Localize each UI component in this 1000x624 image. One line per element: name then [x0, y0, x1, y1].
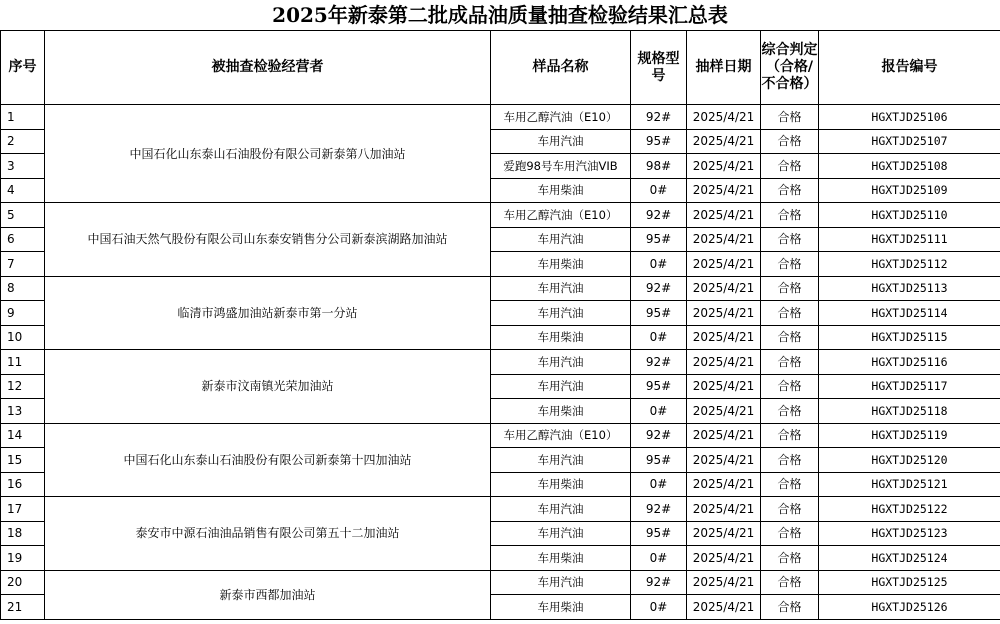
row-spec: 0# — [631, 178, 687, 203]
table-row — [1, 105, 1000, 130]
row-sampling-date: 2025/4/21 — [687, 227, 761, 252]
row-seq: 8 — [1, 276, 45, 301]
row-seq: 14 — [1, 423, 45, 448]
row-report-number: HGXTJD25118 — [819, 399, 1000, 424]
row-sample-name: 车用汽油 — [491, 570, 631, 595]
row-spec: 95# — [631, 129, 687, 154]
row-judgment: 合格 — [761, 325, 819, 350]
row-report-number: HGXTJD25109 — [819, 178, 1000, 203]
row-report-number: HGXTJD25124 — [819, 546, 1000, 571]
row-seq: 1 — [1, 105, 45, 130]
row-spec: 92# — [631, 497, 687, 522]
row-seq: 18 — [1, 521, 45, 546]
row-seq: 2 — [1, 129, 45, 154]
row-sampling-date: 2025/4/21 — [687, 301, 761, 326]
row-seq: 3 — [1, 154, 45, 179]
table-row — [1, 423, 1000, 448]
row-seq: 17 — [1, 497, 45, 522]
row-report-number: HGXTJD25106 — [819, 105, 1000, 130]
row-sampling-date: 2025/4/21 — [687, 325, 761, 350]
row-report-number: HGXTJD25115 — [819, 325, 1000, 350]
row-spec: 0# — [631, 399, 687, 424]
row-seq: 12 — [1, 374, 45, 399]
row-judgment: 合格 — [761, 497, 819, 522]
row-spec: 0# — [631, 546, 687, 571]
header-row — [1, 31, 1000, 105]
row-operator: 中国石化山东泰山石油股份有限公司新泰第八加油站 — [45, 105, 491, 203]
row-spec: 95# — [631, 521, 687, 546]
row-seq: 21 — [1, 595, 45, 620]
row-sampling-date: 2025/4/21 — [687, 129, 761, 154]
row-sampling-date: 2025/4/21 — [687, 178, 761, 203]
row-spec: 95# — [631, 448, 687, 473]
row-spec: 92# — [631, 203, 687, 228]
row-sample-name: 车用柴油 — [491, 399, 631, 424]
row-sampling-date: 2025/4/21 — [687, 203, 761, 228]
header-spec: 规格型号 — [631, 31, 687, 105]
row-sampling-date: 2025/4/21 — [687, 448, 761, 473]
row-spec: 95# — [631, 374, 687, 399]
row-sampling-date: 2025/4/21 — [687, 472, 761, 497]
row-judgment: 合格 — [761, 301, 819, 326]
row-report-number: HGXTJD25122 — [819, 497, 1000, 522]
row-sampling-date: 2025/4/21 — [687, 276, 761, 301]
row-seq: 5 — [1, 203, 45, 228]
row-report-number: HGXTJD25111 — [819, 227, 1000, 252]
row-report-number: HGXTJD25123 — [819, 521, 1000, 546]
row-judgment: 合格 — [761, 374, 819, 399]
row-sampling-date: 2025/4/21 — [687, 399, 761, 424]
row-report-number: HGXTJD25117 — [819, 374, 1000, 399]
row-seq: 13 — [1, 399, 45, 424]
row-sample-name: 车用汽油 — [491, 448, 631, 473]
row-judgment: 合格 — [761, 252, 819, 277]
row-operator: 中国石油天然气股份有限公司山东泰安销售分公司新泰滨湖路加油站 — [45, 203, 491, 277]
row-sample-name: 车用柴油 — [491, 252, 631, 277]
row-judgment: 合格 — [761, 570, 819, 595]
table-row — [1, 570, 1000, 595]
row-sample-name: 车用汽油 — [491, 350, 631, 375]
row-judgment: 合格 — [761, 595, 819, 620]
row-spec: 92# — [631, 105, 687, 130]
row-judgment: 合格 — [761, 423, 819, 448]
row-judgment: 合格 — [761, 105, 819, 130]
row-report-number: HGXTJD25116 — [819, 350, 1000, 375]
row-judgment: 合格 — [761, 227, 819, 252]
document-title: 2025年新泰第二批成品油质量抽查检验结果汇总表 — [272, 3, 728, 27]
header-seq: 序号 — [1, 31, 45, 105]
header-sample: 样品名称 — [491, 31, 631, 105]
row-operator: 临清市鸿盛加油站新泰市第一分站 — [45, 276, 491, 350]
row-judgment: 合格 — [761, 399, 819, 424]
row-spec: 95# — [631, 301, 687, 326]
row-spec: 92# — [631, 423, 687, 448]
row-sample-name: 车用汽油 — [491, 374, 631, 399]
row-sampling-date: 2025/4/21 — [687, 350, 761, 375]
row-spec: 0# — [631, 472, 687, 497]
row-sample-name: 车用汽油 — [491, 521, 631, 546]
row-sample-name: 车用汽油 — [491, 276, 631, 301]
row-sampling-date: 2025/4/21 — [687, 423, 761, 448]
table-row — [1, 497, 1000, 522]
row-sampling-date: 2025/4/21 — [687, 252, 761, 277]
row-seq: 15 — [1, 448, 45, 473]
row-spec: 0# — [631, 252, 687, 277]
row-seq: 11 — [1, 350, 45, 375]
row-judgment: 合格 — [761, 350, 819, 375]
table-body — [1, 105, 1000, 620]
row-seq: 16 — [1, 472, 45, 497]
row-seq: 9 — [1, 301, 45, 326]
inspection-results-table — [0, 30, 1000, 620]
row-spec: 98# — [631, 154, 687, 179]
row-sample-name: 车用柴油 — [491, 472, 631, 497]
row-judgment: 合格 — [761, 203, 819, 228]
row-operator: 中国石化山东泰山石油股份有限公司新泰第十四加油站 — [45, 423, 491, 497]
row-report-number: HGXTJD25125 — [819, 570, 1000, 595]
row-sample-name: 车用柴油 — [491, 178, 631, 203]
row-sample-name: 车用柴油 — [491, 595, 631, 620]
row-judgment: 合格 — [761, 178, 819, 203]
row-sampling-date: 2025/4/21 — [687, 374, 761, 399]
row-report-number: HGXTJD25113 — [819, 276, 1000, 301]
row-sampling-date: 2025/4/21 — [687, 570, 761, 595]
row-seq: 10 — [1, 325, 45, 350]
row-sample-name: 车用乙醇汽油（E10） — [491, 423, 631, 448]
row-sampling-date: 2025/4/21 — [687, 595, 761, 620]
row-sample-name: 车用柴油 — [491, 325, 631, 350]
row-sampling-date: 2025/4/21 — [687, 546, 761, 571]
row-sample-name: 车用乙醇汽油（E10） — [491, 105, 631, 130]
row-judgment: 合格 — [761, 472, 819, 497]
row-sampling-date: 2025/4/21 — [687, 154, 761, 179]
header-judgment: 综合判定（合格/不合格） — [761, 31, 819, 105]
row-spec: 0# — [631, 325, 687, 350]
row-spec: 95# — [631, 227, 687, 252]
row-report-number: HGXTJD25126 — [819, 595, 1000, 620]
row-sample-name: 爱跑98号车用汽油VIB — [491, 154, 631, 179]
row-sample-name: 车用汽油 — [491, 129, 631, 154]
row-seq: 7 — [1, 252, 45, 277]
row-seq: 20 — [1, 570, 45, 595]
table-row — [1, 203, 1000, 228]
row-judgment: 合格 — [761, 129, 819, 154]
row-report-number: HGXTJD25110 — [819, 203, 1000, 228]
row-sample-name: 车用汽油 — [491, 497, 631, 522]
row-sample-name: 车用汽油 — [491, 301, 631, 326]
row-report-number: HGXTJD25108 — [819, 154, 1000, 179]
row-spec: 92# — [631, 570, 687, 595]
row-judgment: 合格 — [761, 276, 819, 301]
row-operator: 新泰市西都加油站 — [45, 570, 491, 619]
row-sample-name: 车用汽油 — [491, 227, 631, 252]
row-spec: 92# — [631, 350, 687, 375]
row-sampling-date: 2025/4/21 — [687, 497, 761, 522]
row-judgment: 合格 — [761, 546, 819, 571]
header-report: 报告编号 — [819, 31, 1000, 105]
row-sample-name: 车用乙醇汽油（E10） — [491, 203, 631, 228]
row-operator: 泰安市中源石油油品销售有限公司第五十二加油站 — [45, 497, 491, 571]
table-row — [1, 350, 1000, 375]
row-seq: 4 — [1, 178, 45, 203]
row-report-number: HGXTJD25107 — [819, 129, 1000, 154]
row-spec: 92# — [631, 276, 687, 301]
row-spec: 0# — [631, 595, 687, 620]
row-sampling-date: 2025/4/21 — [687, 105, 761, 130]
table-row — [1, 276, 1000, 301]
row-report-number: HGXTJD25112 — [819, 252, 1000, 277]
row-seq: 6 — [1, 227, 45, 252]
row-judgment: 合格 — [761, 154, 819, 179]
row-report-number: HGXTJD25121 — [819, 472, 1000, 497]
row-report-number: HGXTJD25114 — [819, 301, 1000, 326]
header-date: 抽样日期 — [687, 31, 761, 105]
row-report-number: HGXTJD25120 — [819, 448, 1000, 473]
row-judgment: 合格 — [761, 448, 819, 473]
row-report-number: HGXTJD25119 — [819, 423, 1000, 448]
row-sampling-date: 2025/4/21 — [687, 521, 761, 546]
row-seq: 19 — [1, 546, 45, 571]
row-judgment: 合格 — [761, 521, 819, 546]
row-sample-name: 车用柴油 — [491, 546, 631, 571]
header-operator: 被抽查检验经营者 — [45, 31, 491, 105]
row-operator: 新泰市汶南镇光荣加油站 — [45, 350, 491, 424]
